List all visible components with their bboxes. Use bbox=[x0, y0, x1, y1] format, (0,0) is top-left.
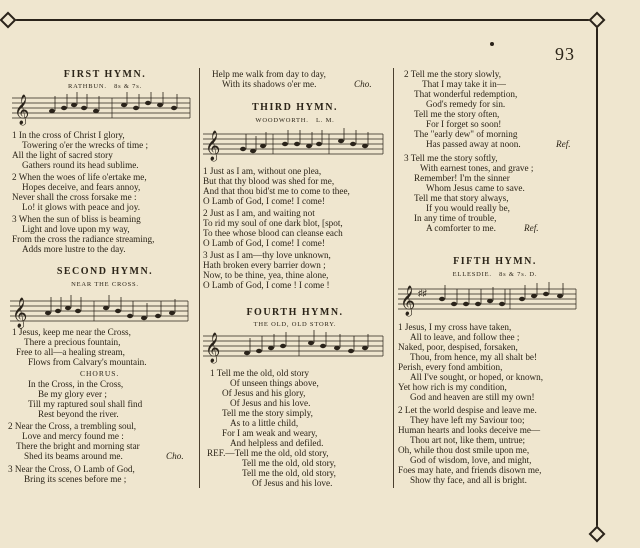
verse-line: 2 Just as I am, and waiting not bbox=[203, 208, 315, 218]
svg-text:𝄞: 𝄞 bbox=[205, 131, 221, 160]
hymn-tune-5 bbox=[400, 271, 590, 278]
refrain-ref: Ref. bbox=[556, 139, 571, 149]
verse-line: Of Jesus and his glory, bbox=[222, 388, 306, 398]
chorus-ref: Cho. bbox=[166, 451, 184, 461]
refrain-line: Tell me the old, old story, bbox=[242, 468, 336, 478]
verse-line: 3 When the sun of bliss is beaming bbox=[12, 214, 141, 224]
verse-line: Human hearts and looks deceive me— bbox=[398, 425, 541, 435]
page-number: 93 bbox=[555, 44, 575, 64]
verse-line: 3 Tell me the story softly, bbox=[404, 153, 498, 163]
verse-line: Be my glory ever ; bbox=[38, 389, 107, 399]
tune-name: RATHBUN. bbox=[68, 83, 107, 90]
verse-line: That I may take it in— bbox=[422, 79, 506, 89]
verse-line: They have left my Saviour too; bbox=[410, 415, 525, 425]
hymn-title-5: FIFTH HYMN. bbox=[453, 256, 537, 267]
verse-line: 3 Near the Cross, O Lamb of God, bbox=[8, 464, 135, 474]
verse-line: Flows from Calvary's mountain. bbox=[28, 357, 147, 367]
verse-line: And that thou bid'st me to come to thee, bbox=[203, 186, 350, 196]
verse-line: 2 Near the Cross, a trembling soul, bbox=[8, 421, 137, 431]
verse-line: Foes may hate, and friends disown me, bbox=[398, 465, 542, 475]
verse-line: As to a little child, bbox=[230, 418, 299, 428]
svg-text:♯♯: ♯♯ bbox=[418, 288, 427, 298]
verse-line: To rid my soul of one dark blot, [spot, bbox=[203, 218, 343, 228]
verse-line: There a precious fountain, bbox=[24, 337, 121, 347]
verse-line: O Lamb of God, I come ! I come ! bbox=[203, 280, 330, 290]
verse-line: Bring its scenes before me ; bbox=[24, 474, 127, 484]
verse-line: With earnest tones, and grave ; bbox=[420, 163, 534, 173]
music-staff-2 bbox=[10, 293, 190, 329]
verse-line: In any time of trouble, bbox=[414, 213, 497, 223]
verse-line: If you would really be, bbox=[426, 203, 510, 213]
verse-line: 2 Let the world despise and leave me. bbox=[398, 405, 537, 415]
music-staff-5 bbox=[398, 282, 580, 318]
refrain-line: Tell me the old, old story, bbox=[242, 458, 336, 468]
music-staff-3 bbox=[203, 128, 385, 162]
verse-line: Naked, poor, despised, forsaken, bbox=[398, 342, 518, 352]
column-divider-1 bbox=[199, 68, 200, 488]
verse-line: Of Jesus and his love. bbox=[230, 398, 311, 408]
verse-line: Yet how rich is my condition, bbox=[398, 382, 507, 392]
chorus-label: CHORUS. bbox=[80, 369, 120, 378]
verse-line: Hopes deceive, and fears annoy, bbox=[22, 182, 141, 192]
hymn-title-1: FIRST HYMN. bbox=[63, 69, 147, 80]
verse-line: Oh, while thou dost smile upon me, bbox=[398, 445, 530, 455]
verse-line: Has passed away at noon. bbox=[426, 139, 521, 149]
svg-text:𝄞: 𝄞 bbox=[14, 95, 30, 124]
verse-line: Adds more lustre to the day. bbox=[22, 244, 126, 254]
tune-meter: L. M. bbox=[315, 117, 335, 124]
verse-line: God's remedy for sin. bbox=[426, 99, 506, 109]
verse-line: Till my raptured soul shall find bbox=[28, 399, 143, 409]
verse-line: Gathers round its head sublime. bbox=[22, 160, 139, 170]
tune-meter: 8s & 7s. D. bbox=[499, 271, 538, 278]
refrain-line: REF.—Tell me the old, old story, bbox=[207, 448, 329, 458]
verse-line: All to leave, and follow thee ; bbox=[410, 332, 520, 342]
tune-name: WOODWORTH. bbox=[255, 117, 309, 124]
verse-line: Tell me the story often, bbox=[414, 109, 500, 119]
column-divider-2 bbox=[393, 68, 394, 488]
ornament-dot bbox=[490, 42, 494, 46]
verse-line: Remember! I'm the sinner bbox=[414, 173, 510, 183]
verse-line: 1 Jesus, I my cross have taken, bbox=[398, 322, 512, 332]
verse-line: 3 Just as I am—thy love unknown, bbox=[203, 250, 331, 260]
verse-line: Love and mercy found me : bbox=[22, 431, 124, 441]
verse-line: Of unseen things above, bbox=[230, 378, 319, 388]
verse-line: A comforter to me. bbox=[426, 223, 496, 233]
music-staff-4 bbox=[203, 330, 385, 364]
verse-line: That wonderful redemption, bbox=[414, 89, 518, 99]
svg-text:𝄞: 𝄞 bbox=[400, 286, 416, 315]
verse-line: For I am weak and weary, bbox=[222, 428, 318, 438]
verse-line: O Lamb of God, I come! I come! bbox=[203, 196, 325, 206]
verse-line: In the Cross, in the Cross, bbox=[28, 379, 124, 389]
tune-meter: 8s & 7s. bbox=[114, 83, 142, 90]
chorus-ref: Cho. bbox=[354, 79, 372, 89]
hymn-subtitle-4: THE OLD, OLD STORY. bbox=[253, 321, 337, 328]
verse-line: To thee whose blood can cleanse each bbox=[203, 228, 343, 238]
verse-line: Lo! it glows with peace and joy. bbox=[22, 202, 141, 212]
hymn-title-4: FOURTH HYMN. bbox=[246, 307, 344, 318]
verse-line: All the light of sacred story bbox=[12, 150, 113, 160]
verse-line: All I've sought, or hoped, or known, bbox=[410, 372, 544, 382]
verse-line: From the cross the radiance streaming, bbox=[12, 234, 155, 244]
verse-line: 1 In the cross of Christ I glory, bbox=[12, 130, 125, 140]
verse-line: 2 When the woes of life o'ertake me, bbox=[12, 172, 147, 182]
verse-line: Tell me the story simply, bbox=[222, 408, 313, 418]
hymn-subtitle-2: NEAR THE CROSS. bbox=[71, 281, 139, 288]
music-staff-1 bbox=[12, 92, 192, 126]
hymn-tune-3 bbox=[205, 117, 385, 124]
verse-line: God and heaven are still my own! bbox=[410, 392, 535, 402]
verse-line: For I forget so soon! bbox=[426, 119, 502, 129]
verse-line: And helpless and defiled. bbox=[230, 438, 324, 448]
verse-line: Never shall the cross forsake me : bbox=[12, 192, 137, 202]
hymn-tune-1 bbox=[20, 83, 190, 90]
verse-line: God of wisdom, love, and might, bbox=[410, 455, 532, 465]
verse-line: Whom Jesus came to save. bbox=[426, 183, 525, 193]
verse-line: 1 Just as I am, without one plea, bbox=[203, 166, 322, 176]
verse-line: Rest beyond the river. bbox=[38, 409, 119, 419]
refrain-ref: Ref. bbox=[524, 223, 539, 233]
verse-line: Light and love upon my way, bbox=[22, 224, 130, 234]
svg-text:𝄞: 𝄞 bbox=[12, 298, 28, 327]
verse-line: Shed its beams around me. bbox=[24, 451, 123, 461]
verse-line: But that thy blood was shed for me, bbox=[203, 176, 335, 186]
hymn-title-2: SECOND HYMN. bbox=[56, 266, 154, 277]
refrain-line: Of Jesus and his love. bbox=[252, 478, 333, 488]
verse-line: Now, to be thine, yea, thine alone, bbox=[203, 270, 329, 280]
hymn-title-3: THIRD HYMN. bbox=[252, 102, 338, 113]
verse-line: With its shadows o'er me. bbox=[222, 79, 317, 89]
verse-line: O Lamb of God, I come! I come! bbox=[203, 238, 325, 248]
svg-text:𝄞: 𝄞 bbox=[205, 333, 221, 362]
verse-line: Perish, every fond ambition, bbox=[398, 362, 503, 372]
verse-line: Hath broken every barrier down ; bbox=[203, 260, 326, 270]
verse-line: 2 Tell me the story slowly, bbox=[404, 69, 502, 79]
verse-line: Show thy face, and all is bright. bbox=[410, 475, 527, 485]
tune-name: ELLESDIE. bbox=[452, 271, 492, 278]
verse-line: Free to all—a healing stream, bbox=[16, 347, 125, 357]
verse-line: Thou, from hence, my all shalt be! bbox=[410, 352, 538, 362]
verse-line: 1 Jesus, keep me near the Cross, bbox=[12, 327, 131, 337]
verse-line: Towering o'er the wrecks of time ; bbox=[22, 140, 149, 150]
verse-line: Thou art not, like them, untrue; bbox=[410, 435, 526, 445]
verse-line: Tell me that story always, bbox=[414, 193, 509, 203]
verse-line: 1 Tell me the old, old story bbox=[210, 368, 309, 378]
verse-line: Help me walk from day to day, bbox=[212, 69, 326, 79]
verse-line: There the bright and morning star bbox=[16, 441, 140, 451]
verse-line: The "early dew" of morning bbox=[414, 129, 518, 139]
